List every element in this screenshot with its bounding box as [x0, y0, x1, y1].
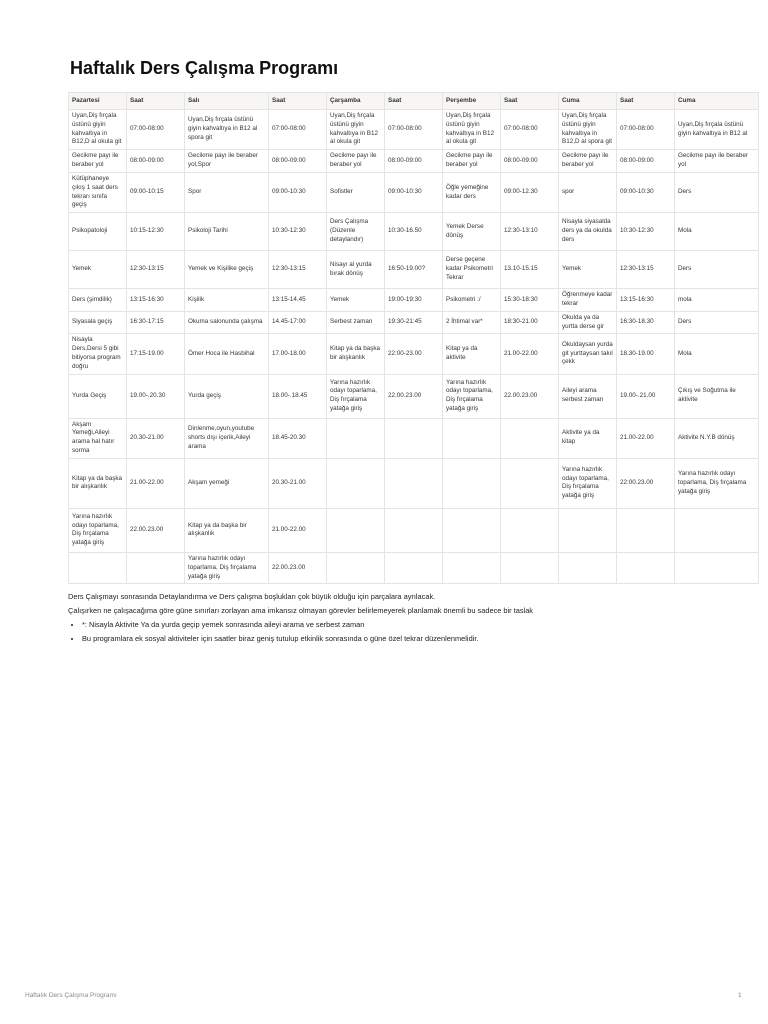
- note-line: Ders Çalışmayı sonrasında Detaylandırma ve Ders çalışma boşlukları çok büyük olduğu için parçalara ayrılacak.: [68, 592, 436, 601]
- time-cell: 19:00-19:30: [385, 289, 443, 312]
- table-row: [69, 251, 759, 289]
- activity-cell: Ömer Hoca ile Hasbihal: [185, 334, 269, 374]
- time-cell: [501, 508, 559, 552]
- activity-cell: Yarına hazırlık odayı toparlama, Diş fırçalama yatağa giriş: [327, 374, 385, 418]
- time-cell: 16:30-17:15: [127, 311, 185, 334]
- table-row: [69, 150, 759, 173]
- activity-cell: Yarına hazırlık odayı toparlama, Diş fırçalama yatağa giriş: [675, 458, 759, 508]
- activity-cell: Gecikme payı ile beraber yol: [559, 150, 617, 173]
- activity-cell: Dinlenme,oyun,youtube shorts dışı içerik,Aileyi arama: [185, 418, 269, 458]
- activity-cell: Kitap ya da aktivite: [443, 334, 501, 374]
- time-cell: 21.00-22.00: [269, 508, 327, 552]
- column-header: Saat: [617, 93, 675, 110]
- activity-cell: Yarına hazırlık odayı toparlama, Diş fırçalama yatağa giriş: [185, 552, 269, 583]
- activity-cell: Uyan,Diş fırçala üstünü giyin kahvaltıya in B12 al spora git: [185, 110, 269, 150]
- time-cell: [501, 458, 559, 508]
- time-cell: 09:00-12.30: [501, 172, 559, 212]
- activity-cell: [559, 508, 617, 552]
- activity-cell: Uyan,Diş fırçala üstünü giyin kahvaltıya in B12 al okula git: [327, 110, 385, 150]
- activity-cell: Ders: [675, 251, 759, 289]
- activity-cell: [327, 508, 385, 552]
- table-row: [69, 508, 759, 552]
- time-cell: 19.00-.21.00: [617, 374, 675, 418]
- activity-cell: Sofistler: [327, 172, 385, 212]
- notes-section: [68, 590, 708, 646]
- table-row: [69, 418, 759, 458]
- time-cell: [617, 552, 675, 583]
- activity-cell: Gecikme payı ile beraber yol: [69, 150, 127, 173]
- activity-cell: Psikopatoloji: [69, 213, 127, 251]
- time-cell: 12:30-13:15: [617, 251, 675, 289]
- activity-cell: [443, 552, 501, 583]
- activity-cell: Nisayı al yurda bırak dönüş: [327, 251, 385, 289]
- activity-cell: Aktivite N.Y.B dönüş: [675, 418, 759, 458]
- activity-cell: Çıkış ve Soğutma ile aktivite: [675, 374, 759, 418]
- time-cell: 13:15-16:30: [127, 289, 185, 312]
- time-cell: [617, 508, 675, 552]
- activity-cell: Nisayla siyasalda ders ya da okulda ders: [559, 213, 617, 251]
- table-row: [69, 289, 759, 312]
- time-cell: 07:00-08:00: [501, 110, 559, 150]
- table-row: [69, 213, 759, 251]
- column-header: Saat: [127, 93, 185, 110]
- activity-cell: Serbest zaman: [327, 311, 385, 334]
- table-body: [69, 110, 759, 584]
- activity-cell: Uyan,Diş fırçala üstünü giyin kahvaltıya in B12,D al spora git: [559, 110, 617, 150]
- time-cell: [385, 508, 443, 552]
- time-cell: [385, 552, 443, 583]
- activity-cell: Gecikme payı ile beraber yol,Spor: [185, 150, 269, 173]
- time-cell: 13:15-16:30: [617, 289, 675, 312]
- time-cell: 09:00-10:15: [127, 172, 185, 212]
- activity-cell: [559, 552, 617, 583]
- column-header: Cuma: [559, 93, 617, 110]
- schedule-table-container: [68, 92, 748, 588]
- schedule-table: [68, 92, 759, 584]
- activity-cell: Ders: [675, 172, 759, 212]
- activity-cell: mola: [675, 289, 759, 312]
- table-row: [69, 458, 759, 508]
- column-header: Saat: [269, 93, 327, 110]
- time-cell: 22.00.23.00: [385, 374, 443, 418]
- time-cell: 20.30-21.00: [269, 458, 327, 508]
- time-cell: 08:00-09:00: [385, 150, 443, 173]
- activity-cell: [327, 418, 385, 458]
- activity-cell: [327, 458, 385, 508]
- column-header: Salı: [185, 93, 269, 110]
- time-cell: 13:15-14.45: [269, 289, 327, 312]
- activity-cell: [675, 552, 759, 583]
- activity-cell: Mola: [675, 213, 759, 251]
- time-cell: 18.30-19.00: [617, 334, 675, 374]
- activity-cell: Ders: [675, 311, 759, 334]
- time-cell: 07:00-08:00: [127, 110, 185, 150]
- activity-cell: Aktivite ya da kitap: [559, 418, 617, 458]
- time-cell: 18.00-.18.45: [269, 374, 327, 418]
- activity-cell: Yarına hazırlık odayı toparlama, Diş fırçalama yatağa giriş: [559, 458, 617, 508]
- activity-cell: Yemek ve Kişilike geçiş: [185, 251, 269, 289]
- activity-cell: Öğrenmeye kadar tekrar: [559, 289, 617, 312]
- time-cell: 15:30-18:30: [501, 289, 559, 312]
- time-cell: 13.10-15.15: [501, 251, 559, 289]
- activity-cell: Gecikme payı ile beraber yol: [443, 150, 501, 173]
- time-cell: [127, 552, 185, 583]
- activity-cell: Okuldaysan yurda git yurttaysan takıl çekk: [559, 334, 617, 374]
- activity-cell: Kitap ya da başka bir alışkanlık: [185, 508, 269, 552]
- activity-cell: [69, 552, 127, 583]
- column-header: Cuma: [675, 93, 759, 110]
- activity-cell: Uyan,Diş fırçala üstünü giyin kahvaltıya in B12 al okula git: [443, 110, 501, 150]
- table-header-row: [69, 93, 759, 110]
- activity-cell: Yurda Geçiş: [69, 374, 127, 418]
- activity-cell: [443, 418, 501, 458]
- activity-cell: Mola: [675, 334, 759, 374]
- activity-cell: spor: [559, 172, 617, 212]
- time-cell: 12:30-13:15: [127, 251, 185, 289]
- activity-cell: Okuma salonunda çalışma: [185, 311, 269, 334]
- note-line: Çalışırken ne çalışacağıma göre güne sınırları zorlayan ama imkansız olmayan görevler belirlemeyerek planlamak önemli bu sadece bir taslak: [68, 606, 534, 616]
- activity-cell: Kitap ya da başka bir alışkanlık: [69, 458, 127, 508]
- table-row: [69, 110, 759, 150]
- table-row: [69, 172, 759, 212]
- time-cell: 19.00-.20.30: [127, 374, 185, 418]
- time-cell: 22:00.23.00: [617, 458, 675, 508]
- time-cell: 22.00.23.00: [127, 508, 185, 552]
- time-cell: 08:00-09:00: [501, 150, 559, 173]
- time-cell: 09:00-10:30: [617, 172, 675, 212]
- column-header: Çarşamba: [327, 93, 385, 110]
- activity-cell: Yarına hazırlık odayı toparlama, Diş fırçalama yatağa giriş: [69, 508, 127, 552]
- page-number: 1: [738, 992, 742, 999]
- time-cell: 10:30-16.50: [385, 213, 443, 251]
- time-cell: 19:30-21:45: [385, 311, 443, 334]
- activity-cell: Nisayla Ders,Dersi 5 gibi bitiyorsa program doğru: [69, 334, 127, 374]
- activity-cell: Aileyi arama serbest zaman: [559, 374, 617, 418]
- activity-cell: Akşam yemeği: [185, 458, 269, 508]
- time-cell: [501, 418, 559, 458]
- activity-cell: Yurda geçiş: [185, 374, 269, 418]
- activity-cell: Gecikme payı ile beraber yol: [675, 150, 759, 173]
- activity-cell: [327, 552, 385, 583]
- column-header: Perşembe: [443, 93, 501, 110]
- page-title: Haftalık Ders Çalışma Programı: [70, 58, 339, 78]
- column-header: Pazartesi: [69, 93, 127, 110]
- time-cell: 10:30-12:30: [269, 213, 327, 251]
- time-cell: [385, 418, 443, 458]
- table-row: [69, 374, 759, 418]
- time-cell: 18.45-20.30: [269, 418, 327, 458]
- time-cell: [385, 458, 443, 508]
- time-cell: 09:00-10:30: [385, 172, 443, 212]
- activity-cell: [675, 508, 759, 552]
- time-cell: 14.45-17:00: [269, 311, 327, 334]
- time-cell: 17.00-18.00: [269, 334, 327, 374]
- time-cell: 22.00.23.00: [269, 552, 327, 583]
- time-cell: 08:00-09:00: [127, 150, 185, 173]
- time-cell: 07:00-08:00: [269, 110, 327, 150]
- time-cell: 12:30-13:15: [269, 251, 327, 289]
- activity-cell: Kitap ya da başka bir alışkanlık: [327, 334, 385, 374]
- time-cell: 08:00-09:00: [269, 150, 327, 173]
- activity-cell: Uyan,Diş fırçala üstünü giyin kahvaltıya in B12,D al okula git: [69, 110, 127, 150]
- activity-cell: Psikoloji Tarihi: [185, 213, 269, 251]
- time-cell: 22:00-23.00: [385, 334, 443, 374]
- time-cell: 20.30-21.00: [127, 418, 185, 458]
- activity-cell: Yemek Derse dönüş: [443, 213, 501, 251]
- table-row: [69, 552, 759, 583]
- column-header: Saat: [501, 93, 559, 110]
- time-cell: 07:00-08:00: [385, 110, 443, 150]
- activity-cell: Öğle yemeğine kadar ders: [443, 172, 501, 212]
- activity-cell: [443, 508, 501, 552]
- activity-cell: [443, 458, 501, 508]
- time-cell: 22.00.23.00: [501, 374, 559, 418]
- table-row: [69, 311, 759, 334]
- time-cell: 07:00-08:00: [617, 110, 675, 150]
- activity-cell: Yemek: [327, 289, 385, 312]
- activity-cell: Yemek: [69, 251, 127, 289]
- footer-title: Haftalık Ders Çalışma Programı: [25, 992, 117, 999]
- time-cell: 08:00-09:00: [617, 150, 675, 173]
- time-cell: 16:50-19.00?: [385, 251, 443, 289]
- time-cell: [501, 552, 559, 583]
- time-cell: 09:00-10:30: [269, 172, 327, 212]
- note-bullet: • Bu programlara ek sosyal aktiviteler için saatler biraz geniş tutulup etkinlik sonrasında o güne özel tekrar düzenlenmelidir.: [82, 632, 708, 646]
- activity-cell: Derse geçene kadar Psikometri Tekrar: [443, 251, 501, 289]
- note-bullet-list: [68, 618, 708, 646]
- time-cell: 21.00-22.00: [617, 418, 675, 458]
- activity-cell: Gecikme payı ile beraber yol: [327, 150, 385, 173]
- activity-cell: Uyan,Diş fırçala üstünü giyin kahvaltıya in B12 al: [675, 110, 759, 150]
- activity-cell: Siyasala geçiş: [69, 311, 127, 334]
- activity-cell: 2 İhtimal var*: [443, 311, 501, 334]
- activity-cell: Spor: [185, 172, 269, 212]
- activity-cell: Kişilik: [185, 289, 269, 312]
- time-cell: 21.00-22.00: [127, 458, 185, 508]
- activity-cell: Psikometri :/: [443, 289, 501, 312]
- time-cell: 18:30-21.00: [501, 311, 559, 334]
- activity-cell: Ders Çalışma (Düzenle detaylandır): [327, 213, 385, 251]
- activity-cell: Okulda ya da yurtta derse gir: [559, 311, 617, 334]
- activity-cell: Kütüphaneye çıkış 1 saat ders tekrarı sınıfa geçiş: [69, 172, 127, 212]
- time-cell: 10:15-12:30: [127, 213, 185, 251]
- time-cell: 10:30-12:30: [617, 213, 675, 251]
- activity-cell: Akşam Yemeği,Aileyi arama hal hatır sorma: [69, 418, 127, 458]
- time-cell: 17:15-19.00: [127, 334, 185, 374]
- table-row: [69, 334, 759, 374]
- activity-cell: Yemek: [559, 251, 617, 289]
- time-cell: 21.00-22.00: [501, 334, 559, 374]
- activity-cell: Ders (şimdilik): [69, 289, 127, 312]
- time-cell: 12:30-13:10: [501, 213, 559, 251]
- activity-cell: Yarına hazırlık odayı toparlama, Diş fırçalama yatağa giriş: [443, 374, 501, 418]
- note-bullet: • *: Nisayla Aktivite Ya da yurda geçip yemek sonrasında aileyi arama ve serbest zaman: [82, 618, 708, 632]
- column-header: Saat: [385, 93, 443, 110]
- time-cell: 16:30-18.30: [617, 311, 675, 334]
